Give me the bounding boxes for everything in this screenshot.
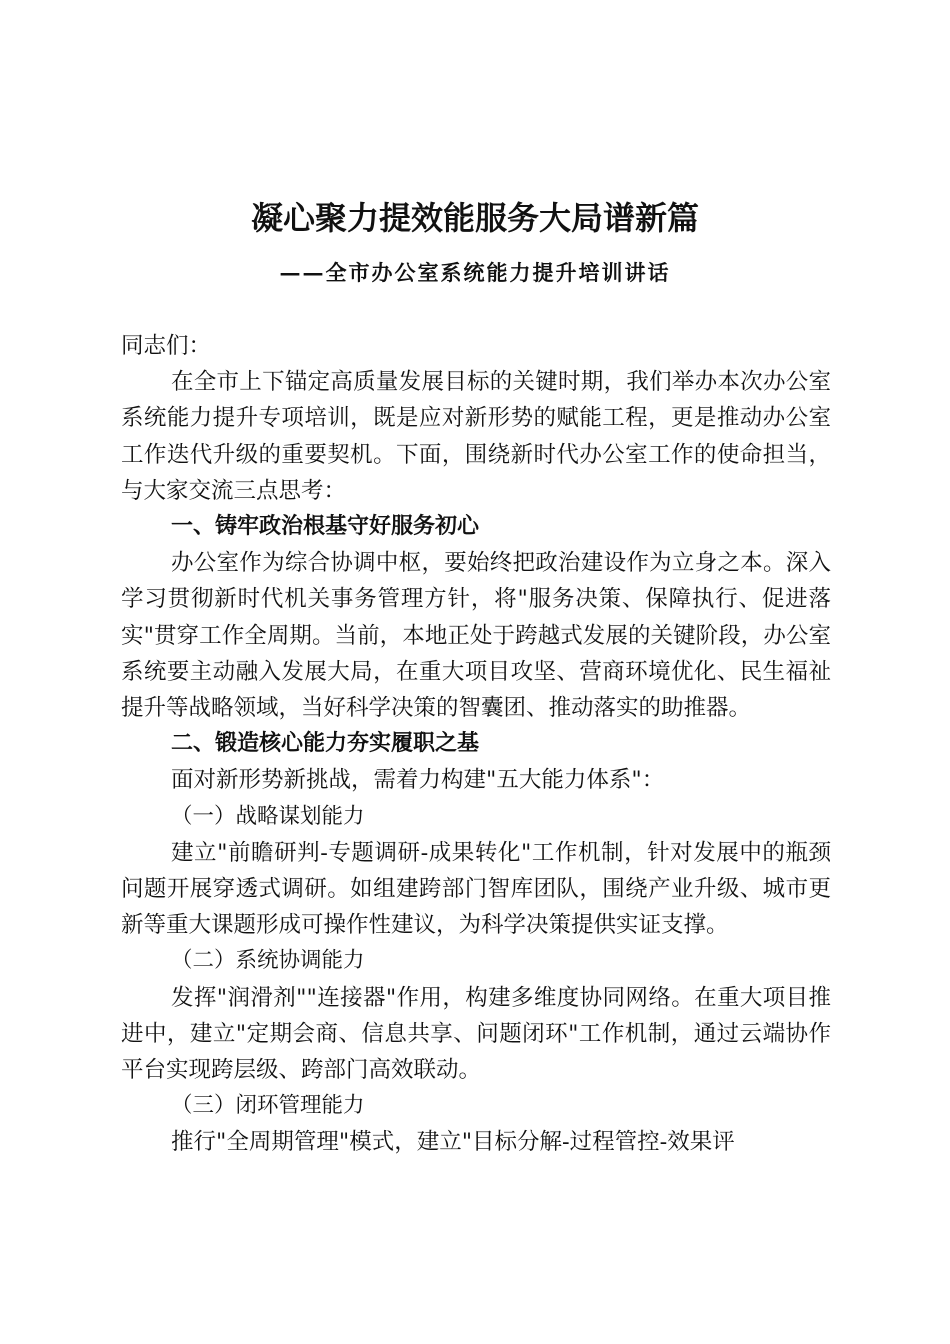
subsection-1-paragraph: 建立"前瞻研判-专题调研-成果转化"工作机制，针对发展中的瓶颈问题开展穿透式调研。如组建跨部门智库团队，围绕产业升级、城市更新等重大课题形成可操作性建议，为科学决策提供实证支撑。 [121, 839, 831, 939]
page-subtitle: ——全市办公室系统能力提升培训讲话 [279, 260, 671, 285]
document-body [121, 328, 831, 1161]
subsection-3-heading: （三）闭环管理能力 [171, 1093, 365, 1119]
subsection-2-heading: （二）系统协调能力 [171, 948, 365, 974]
section-1-paragraph: 办公室作为综合协调中枢，要始终把政治建设作为立身之本。深入学习贯彻新时代机关事务管理方针，将"服务决策、保障执行、促进落实"贯穿工作全周期。当前，本地正处于跨越式发展的关键阶段，办公室系统要主动融入发展大局，在重大项目攻坚、营商环境优化、民生福祉提升等战略领域，当好科学决策的智囊团、推动落实的助推器。 [121, 550, 831, 722]
page-title: 凝心聚力提效能服务大局谱新篇 [250, 199, 699, 237]
section-2-heading: 二、锻造核心能力夯实履职之基 [171, 731, 480, 757]
section-1-heading: 一、铸牢政治根基守好服务初心 [171, 514, 480, 540]
intro-paragraph: 在全市上下锚定高质量发展目标的关键时期，我们举办本次办公室系统能力提升专项培训，既是应对新形势的赋能工程，更是推动办公室工作迭代升级的重要契机。下面，围绕新时代办公室工作的使命担当，与大家交流三点思考： [121, 369, 831, 504]
section-2-intro: 面对新形势新挑战，需着力构建"五大能力体系"： [171, 767, 665, 794]
subsection-1-heading: （一）战略谋划能力 [171, 803, 365, 829]
salutation: 同志们： [121, 333, 212, 359]
subsection-2-paragraph: 发挥"润滑剂""连接器"作用，构建多维度协同网络。在重大项目推进中，建立"定期会商、信息共享、问题闭环"工作机制，通过云端协作平台实现跨层级、跨部门高效联动。 [121, 984, 831, 1084]
subsection-3-paragraph: 推行"全周期管理"模式，建立"目标分解-过程管控-效果评 [171, 1129, 735, 1156]
